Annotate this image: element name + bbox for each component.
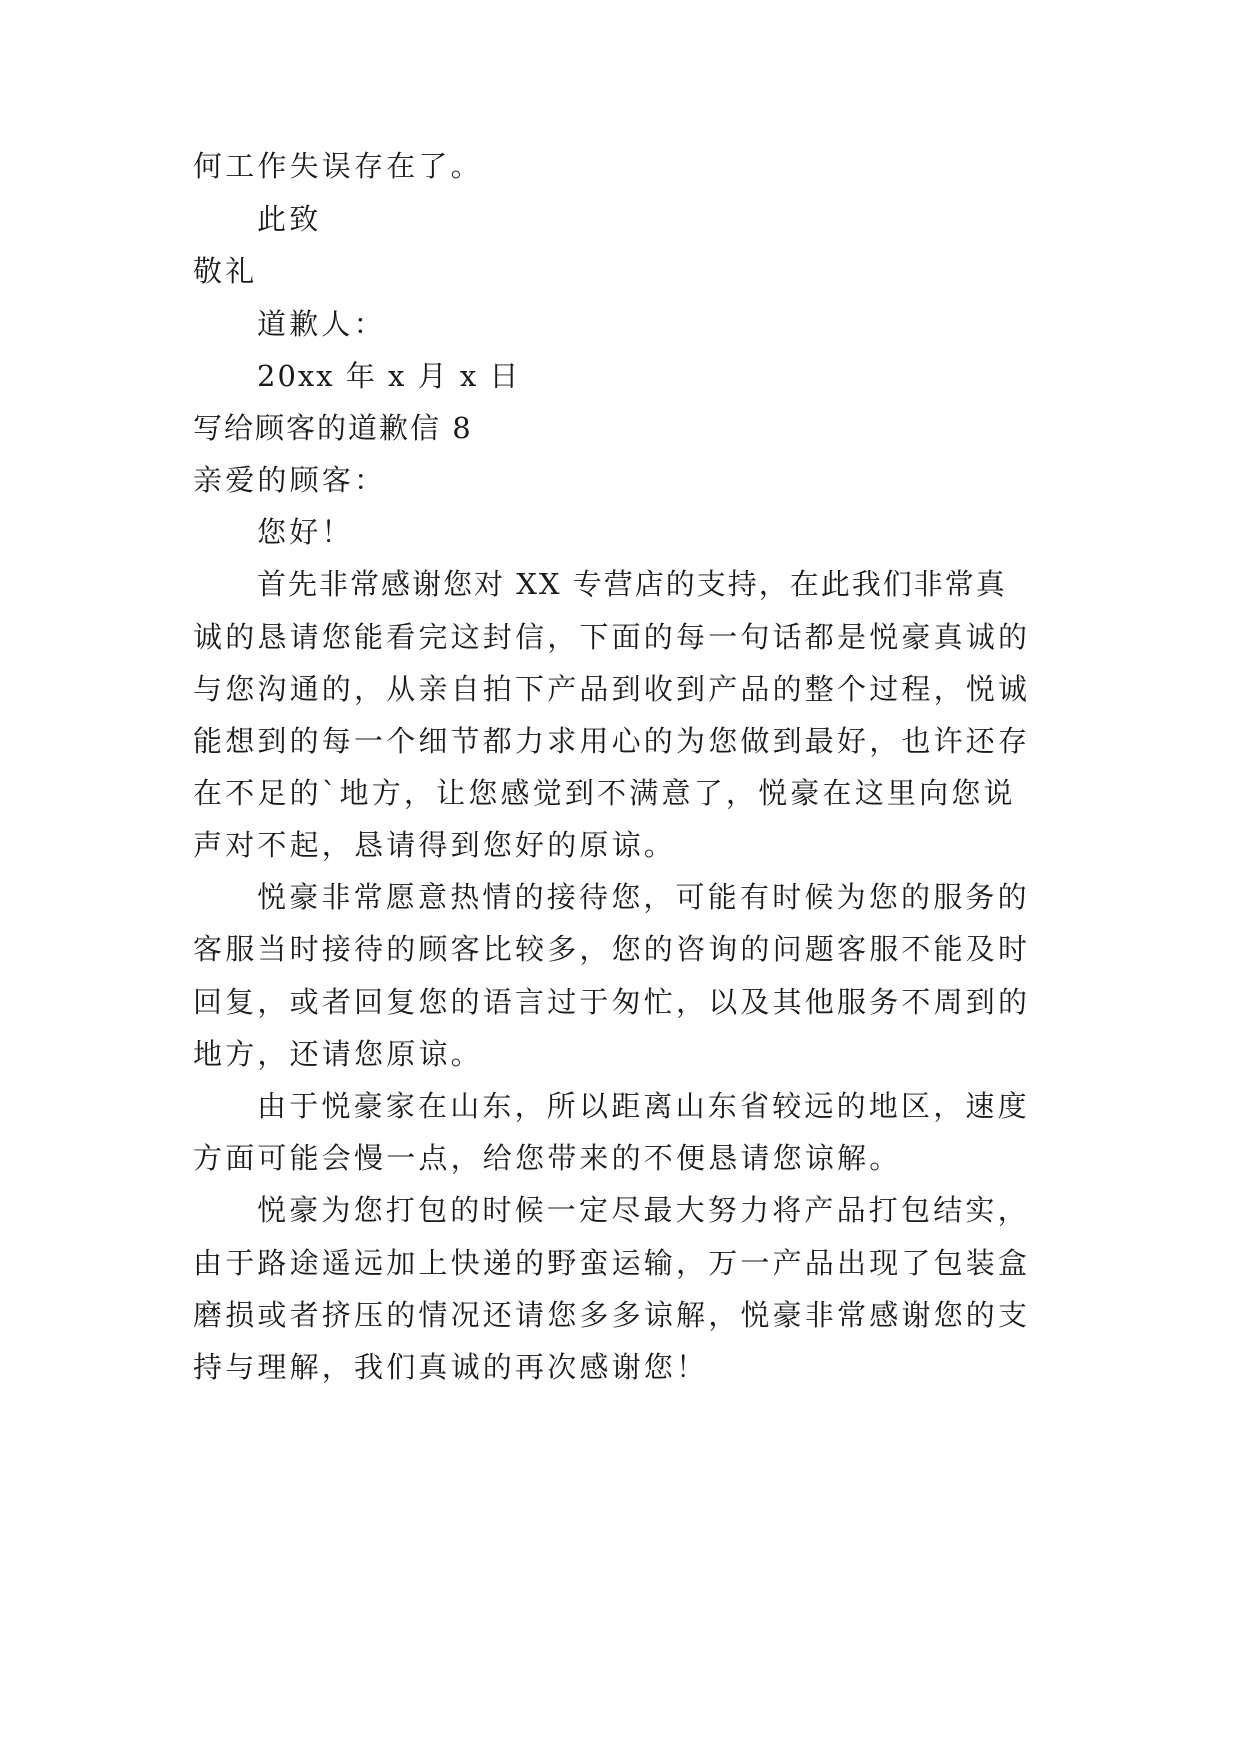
closing-line-1: 此致 (257, 202, 322, 236)
body-line: 首先非常感谢您对 XX 专营店的支持，在此我们非常真 (257, 567, 1007, 601)
body-line: 悦豪非常愿意热情的接待您，可能有时候为您的服务的 (257, 880, 1030, 914)
body-line: 磨损或者挤压的情况还请您多多谅解，悦豪非常感谢您的支 (193, 1298, 1031, 1332)
body-line: 持与理解，我们真诚的再次感谢您！ (193, 1350, 709, 1384)
body-line: 方面可能会慢一点，给您带来的不便恳请您谅解。 (193, 1141, 902, 1175)
body-line: 悦豪为您打包的时候一定尽最大努力将产品打包结实， (257, 1193, 1030, 1227)
body-line: 客服当时接待的顾客比较多，您的咨询的问题客服不能及时 (193, 932, 1031, 966)
body-line: 由于悦豪家在山东，所以距离山东省较远的地区，速度 (257, 1089, 1030, 1123)
letter-title: 写给顾客的道歉信 8 (193, 411, 473, 445)
body-line: 由于路途遥远加上快递的野蛮运输，万一产品出现了包装盒 (193, 1246, 1031, 1280)
salutation: 亲爱的顾客： (193, 463, 387, 497)
greeting: 您好！ (257, 515, 354, 549)
signer-label: 道歉人： (257, 307, 386, 341)
body-line: 回复，或者回复您的语言过于匆忙，以及其他服务不周到的 (193, 985, 1031, 1019)
body-line: 在不足的`地方，让您感觉到不满意了，悦豪在这里向您说 (193, 776, 1016, 810)
body-line: 诚的恳请您能看完这封信，下面的每一句话都是悦豪真诚的 (193, 620, 1031, 654)
body-line: 地方，还请您原谅。 (193, 1037, 483, 1071)
closing-line-2: 敬礼 (193, 254, 258, 288)
body-line: 声对不起，恳请得到您好的原谅。 (193, 828, 677, 862)
body-line: 与您沟通的，从亲自拍下产品到收到产品的整个过程，悦诚 (193, 672, 1031, 706)
body-line: 能想到的每一个细节都力求用心的为您做到最好，也许还存 (193, 724, 1031, 758)
paragraph-continuation: 何工作失误存在了。 (193, 149, 483, 183)
letter-date: 20xx 年 x 月 x 日 (257, 359, 521, 393)
